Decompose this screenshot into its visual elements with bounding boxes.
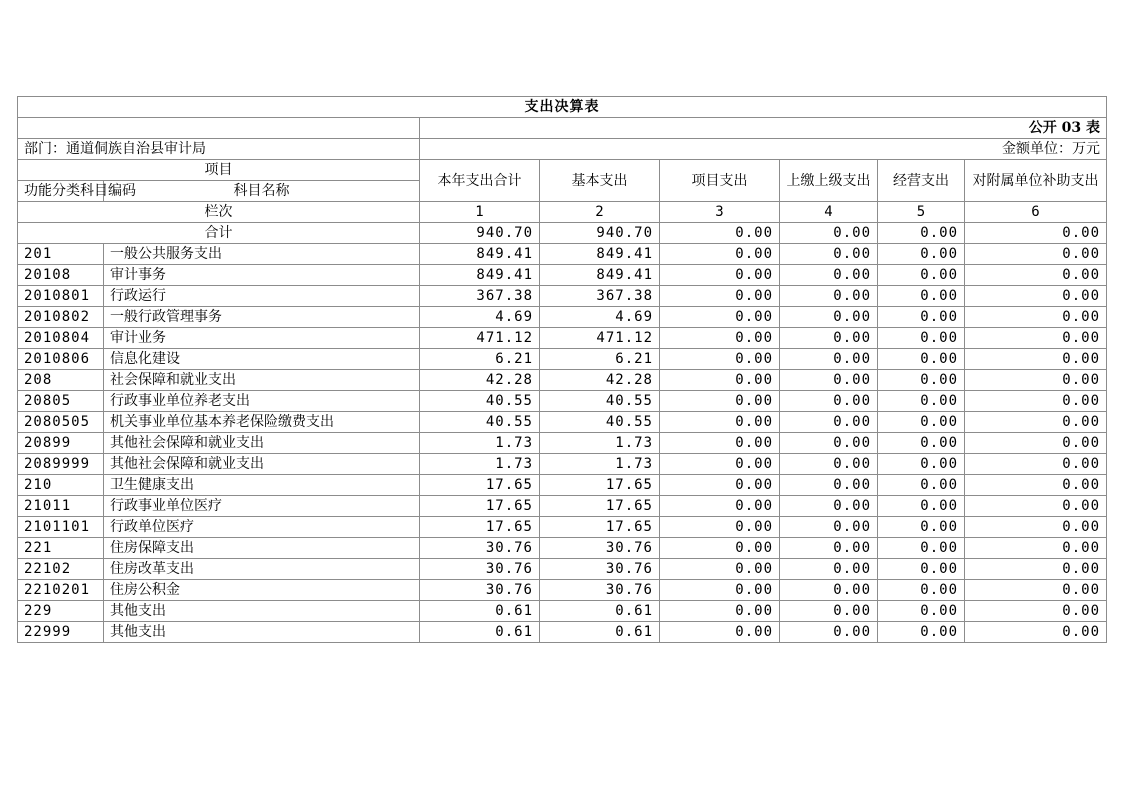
- table-row: [18, 496, 1107, 517]
- total-value: 940.70: [420, 223, 540, 244]
- total-value: 0.00: [660, 223, 780, 244]
- amount-cell: 0.00: [878, 517, 965, 538]
- subject-name: 住房保障支出: [104, 538, 420, 559]
- subject-code: 2010801: [18, 286, 104, 307]
- subject-name: 其他支出: [104, 601, 420, 622]
- meta-row: [18, 139, 1107, 160]
- subject-name: 信息化建设: [104, 349, 420, 370]
- amount-cell: 0.00: [660, 286, 780, 307]
- amount-cell: 6.21: [540, 349, 660, 370]
- table-row: [18, 328, 1107, 349]
- table-row: [18, 559, 1107, 580]
- amount-cell: 0.00: [965, 517, 1107, 538]
- amount-cell: 0.00: [878, 475, 965, 496]
- amount-cell: 0.00: [660, 391, 780, 412]
- amount-cell: 849.41: [540, 244, 660, 265]
- amount-cell: 30.76: [540, 538, 660, 559]
- amount-cell: 0.00: [780, 286, 878, 307]
- amount-cell: 367.38: [420, 286, 540, 307]
- subject-code: 2010806: [18, 349, 104, 370]
- amount-cell: 0.00: [965, 454, 1107, 475]
- subject-name: 一般行政管理事务: [104, 307, 420, 328]
- amount-cell: 42.28: [420, 370, 540, 391]
- amount-cell: 0.00: [660, 580, 780, 601]
- amount-cell: 0.00: [660, 244, 780, 265]
- amount-cell: 4.69: [540, 307, 660, 328]
- subject-code: 221: [18, 538, 104, 559]
- subject-code: 2101101: [18, 517, 104, 538]
- header-code: 功能分类科目编码: [18, 181, 104, 202]
- amount-cell: 0.00: [660, 601, 780, 622]
- form-number-row: [18, 118, 1107, 139]
- table-row: [18, 433, 1107, 454]
- amount-cell: 0.00: [965, 307, 1107, 328]
- subject-name: 审计事务: [104, 265, 420, 286]
- header-subsidy: 对附属单位补助支出: [965, 160, 1107, 202]
- amount-cell: 0.00: [965, 349, 1107, 370]
- subject-name: 机关事业单位基本养老保险缴费支出: [104, 412, 420, 433]
- subject-code: 208: [18, 370, 104, 391]
- amount-cell: 0.00: [965, 601, 1107, 622]
- header-basic: 基本支出: [540, 160, 660, 202]
- table-row: [18, 517, 1107, 538]
- subject-code: 20899: [18, 433, 104, 454]
- amount-cell: 0.00: [780, 307, 878, 328]
- amount-cell: 17.65: [540, 517, 660, 538]
- subject-name: 其他社会保障和就业支出: [104, 454, 420, 475]
- amount-cell: 0.00: [780, 370, 878, 391]
- header-business: 经营支出: [878, 160, 965, 202]
- amount-cell: 0.00: [780, 475, 878, 496]
- subject-code: 2010802: [18, 307, 104, 328]
- amount-cell: 0.00: [660, 475, 780, 496]
- amount-cell: 0.00: [878, 328, 965, 349]
- amount-cell: 42.28: [540, 370, 660, 391]
- subject-name: 住房改革支出: [104, 559, 420, 580]
- table-row: [18, 286, 1107, 307]
- subject-name: 行政事业单位医疗: [104, 496, 420, 517]
- amount-cell: 0.00: [878, 244, 965, 265]
- amount-cell: 0.00: [660, 538, 780, 559]
- amount-cell: 0.00: [660, 370, 780, 391]
- amount-cell: 6.21: [420, 349, 540, 370]
- amount-cell: 0.61: [420, 601, 540, 622]
- amount-cell: 4.69: [420, 307, 540, 328]
- amount-cell: 0.00: [660, 265, 780, 286]
- table-row: [18, 307, 1107, 328]
- amount-cell: 0.00: [965, 328, 1107, 349]
- amount-cell: 0.00: [780, 622, 878, 643]
- total-value: 0.00: [965, 223, 1107, 244]
- amount-cell: 0.00: [878, 433, 965, 454]
- amount-cell: 1.73: [540, 433, 660, 454]
- column-number: 4: [780, 202, 878, 223]
- amount-cell: 0.00: [878, 391, 965, 412]
- unit-label: 金额单位：万元: [420, 139, 1107, 160]
- header-row-1: [18, 160, 1107, 181]
- amount-cell: 0.00: [780, 517, 878, 538]
- table-row: [18, 370, 1107, 391]
- subject-code: 229: [18, 601, 104, 622]
- column-number-row: [18, 202, 1107, 223]
- amount-cell: 17.65: [420, 496, 540, 517]
- total-value: 940.70: [540, 223, 660, 244]
- subject-code: 22999: [18, 622, 104, 643]
- title-row: [18, 97, 1107, 118]
- header-total: 本年支出合计: [420, 160, 540, 202]
- amount-cell: 0.00: [878, 370, 965, 391]
- amount-cell: 17.65: [540, 496, 660, 517]
- subject-name: 行政事业单位养老支出: [104, 391, 420, 412]
- amount-cell: 0.00: [660, 454, 780, 475]
- total-row: [18, 223, 1107, 244]
- amount-cell: 0.00: [660, 496, 780, 517]
- amount-cell: 0.00: [660, 622, 780, 643]
- amount-cell: 0.00: [878, 622, 965, 643]
- table-row: [18, 412, 1107, 433]
- amount-cell: 0.00: [660, 307, 780, 328]
- column-number: 2: [540, 202, 660, 223]
- amount-cell: 0.00: [660, 328, 780, 349]
- amount-cell: 0.61: [540, 601, 660, 622]
- amount-cell: 0.00: [780, 601, 878, 622]
- amount-cell: 1.73: [540, 454, 660, 475]
- department-label: 部门：通道侗族自治县审计局: [18, 139, 420, 160]
- subject-name: 其他支出: [104, 622, 420, 643]
- amount-cell: 0.00: [660, 349, 780, 370]
- amount-cell: 0.00: [780, 244, 878, 265]
- amount-cell: 0.00: [965, 559, 1107, 580]
- amount-cell: 30.76: [420, 538, 540, 559]
- amount-cell: 0.00: [878, 307, 965, 328]
- table-row: [18, 391, 1107, 412]
- amount-cell: 0.00: [660, 412, 780, 433]
- subject-code: 21011: [18, 496, 104, 517]
- total-value: 0.00: [780, 223, 878, 244]
- amount-cell: 40.55: [540, 412, 660, 433]
- table-row: [18, 601, 1107, 622]
- subject-name: 其他社会保障和就业支出: [104, 433, 420, 454]
- subject-name: 一般公共服务支出: [104, 244, 420, 265]
- subject-code: 2210201: [18, 580, 104, 601]
- amount-cell: 0.00: [878, 559, 965, 580]
- amount-cell: 0.00: [878, 496, 965, 517]
- subject-code: 210: [18, 475, 104, 496]
- table-row: [18, 265, 1107, 286]
- header-upper: 上缴上级支出: [780, 160, 878, 202]
- amount-cell: 0.00: [780, 328, 878, 349]
- amount-cell: 0.00: [965, 538, 1107, 559]
- amount-cell: 0.00: [780, 433, 878, 454]
- header-project: 项目支出: [660, 160, 780, 202]
- subject-name: 行政单位医疗: [104, 517, 420, 538]
- expenditure-table: [17, 96, 1107, 643]
- amount-cell: 40.55: [540, 391, 660, 412]
- form-number: 公开 03 表: [420, 118, 1107, 139]
- amount-cell: 30.76: [420, 580, 540, 601]
- amount-cell: 0.00: [660, 433, 780, 454]
- column-number: 5: [878, 202, 965, 223]
- amount-cell: 849.41: [420, 265, 540, 286]
- amount-cell: 30.76: [540, 580, 660, 601]
- amount-cell: 17.65: [420, 475, 540, 496]
- amount-cell: 0.00: [965, 286, 1107, 307]
- subject-name: 社会保障和就业支出: [104, 370, 420, 391]
- amount-cell: 0.00: [878, 601, 965, 622]
- subject-name: 审计业务: [104, 328, 420, 349]
- table-row: [18, 244, 1107, 265]
- amount-cell: 30.76: [420, 559, 540, 580]
- blank-cell: [18, 118, 420, 139]
- amount-cell: 0.61: [540, 622, 660, 643]
- total-label: 合计: [18, 223, 420, 244]
- table-row: [18, 454, 1107, 475]
- table-row: [18, 349, 1107, 370]
- page-title: 支出决算表: [18, 97, 1107, 118]
- amount-cell: 17.65: [540, 475, 660, 496]
- column-number: 6: [965, 202, 1107, 223]
- subject-code: 2080505: [18, 412, 104, 433]
- amount-cell: 0.00: [780, 412, 878, 433]
- column-number: 3: [660, 202, 780, 223]
- amount-cell: 0.00: [965, 622, 1107, 643]
- amount-cell: 0.00: [660, 559, 780, 580]
- header-item: 项目: [18, 160, 420, 181]
- table-row: [18, 580, 1107, 601]
- amount-cell: 0.00: [780, 454, 878, 475]
- amount-cell: 1.73: [420, 454, 540, 475]
- amount-cell: 1.73: [420, 433, 540, 454]
- amount-cell: 30.76: [540, 559, 660, 580]
- amount-cell: 17.65: [420, 517, 540, 538]
- header-name: 科目名称: [104, 181, 420, 202]
- amount-cell: 471.12: [420, 328, 540, 349]
- table-row: [18, 538, 1107, 559]
- amount-cell: 0.00: [780, 496, 878, 517]
- amount-cell: 0.00: [780, 538, 878, 559]
- subject-code: 22102: [18, 559, 104, 580]
- amount-cell: 0.00: [878, 538, 965, 559]
- amount-cell: 0.00: [965, 391, 1107, 412]
- amount-cell: 471.12: [540, 328, 660, 349]
- amount-cell: 0.00: [780, 391, 878, 412]
- subject-code: 20108: [18, 265, 104, 286]
- table-row: [18, 622, 1107, 643]
- amount-cell: 0.00: [965, 496, 1107, 517]
- column-number: 1: [420, 202, 540, 223]
- amount-cell: 0.00: [878, 412, 965, 433]
- subject-name: 住房公积金: [104, 580, 420, 601]
- subject-code: 2089999: [18, 454, 104, 475]
- amount-cell: 0.00: [965, 433, 1107, 454]
- amount-cell: 0.00: [878, 454, 965, 475]
- amount-cell: 0.00: [780, 265, 878, 286]
- amount-cell: 0.00: [660, 517, 780, 538]
- amount-cell: 40.55: [420, 412, 540, 433]
- amount-cell: 0.00: [878, 349, 965, 370]
- amount-cell: 0.00: [878, 265, 965, 286]
- subject-name: 卫生健康支出: [104, 475, 420, 496]
- amount-cell: 0.00: [965, 244, 1107, 265]
- amount-cell: 849.41: [420, 244, 540, 265]
- amount-cell: 367.38: [540, 286, 660, 307]
- amount-cell: 0.00: [878, 286, 965, 307]
- total-value: 0.00: [878, 223, 965, 244]
- amount-cell: 0.00: [965, 475, 1107, 496]
- amount-cell: 0.00: [780, 580, 878, 601]
- amount-cell: 0.00: [965, 580, 1107, 601]
- amount-cell: 0.00: [878, 580, 965, 601]
- amount-cell: 0.61: [420, 622, 540, 643]
- subject-code: 20805: [18, 391, 104, 412]
- amount-cell: 40.55: [420, 391, 540, 412]
- amount-cell: 0.00: [965, 265, 1107, 286]
- amount-cell: 0.00: [780, 559, 878, 580]
- amount-cell: 0.00: [780, 349, 878, 370]
- column-number-label: 栏次: [18, 202, 420, 223]
- subject-name: 行政运行: [104, 286, 420, 307]
- subject-code: 2010804: [18, 328, 104, 349]
- amount-cell: 0.00: [965, 370, 1107, 391]
- subject-code: 201: [18, 244, 104, 265]
- amount-cell: 0.00: [965, 412, 1107, 433]
- amount-cell: 849.41: [540, 265, 660, 286]
- table-row: [18, 475, 1107, 496]
